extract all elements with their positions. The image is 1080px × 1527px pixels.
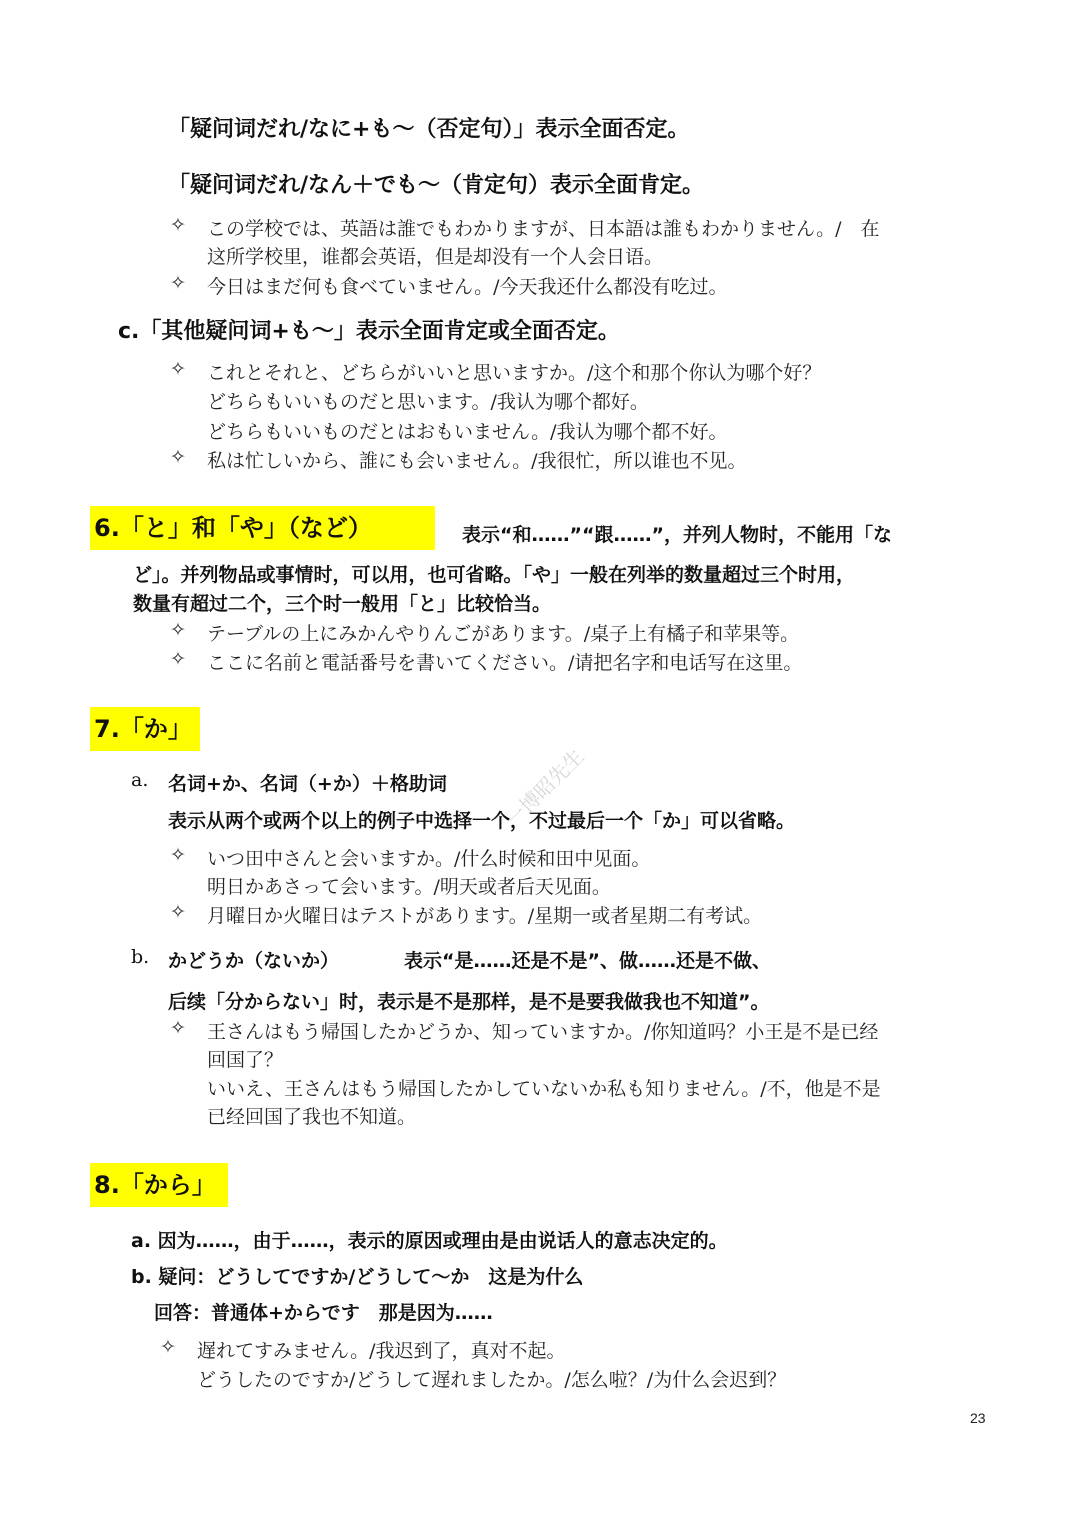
page-number: 23 [970,1410,986,1426]
bullet-icon: ✧ [170,1017,186,1039]
example-line: 明日かあさって会います。/明天或者后天见面。 [207,876,611,898]
example-line: いいえ、王さんはもう帰国したかしていないか私も知りません。/不，他是不是 [207,1078,881,1100]
rule-negation: 「疑问词だれ/なに+も～（否定句）」表示全面否定。 [168,117,690,142]
example-line: どちらもいいものだと思います。/我认为哪个都好。 [207,391,649,413]
rule-affirmation: 「疑问词だれ/なん＋でも～（肯定句）表示全面肯定。 [168,173,705,198]
example-line: 已经回国了我也不知道。 [207,1106,417,1128]
section-heading-8: 8.「から」 [90,1163,228,1207]
section-heading-7: 7.「か」 [90,707,200,751]
sub-title: かどうか（ないか） [168,950,340,972]
section-description: 数量有超过二个，三个时一般用「と」比较恰当。 [133,593,552,615]
sub-description: 表示“是……还是不是”、做……还是不做、 [404,950,771,972]
watermark-text: 一博昭先生 [500,744,589,832]
bullet-icon: ✧ [170,619,186,641]
bullet-icon: ✧ [170,446,186,468]
bullet-icon: ✧ [170,272,186,294]
bullet-icon: ✧ [170,648,186,670]
section-heading-6: 6.「と」和「や」（など） [90,506,435,550]
bullet-icon: ✧ [170,901,186,923]
example-line: どうしたのですか/どうして遅れましたか。/怎么啦？/为什么会迟到？ [197,1369,787,1391]
section-description: 表示“和……”“跟……”，并列人物时，不能用「な [462,524,892,546]
example-line: この学校では、英語は誰でもわかりますが、日本語は誰もわかりません。/ 在 [207,218,880,240]
sub-description: 后续「分からない」时，表示是不是那样，是不是要我做我也不知道”。 [168,991,770,1013]
example-line: どちらもいいものだとはおもいません。/我认为哪个都不好。 [207,421,728,443]
bullet-icon: ✧ [170,844,186,866]
example-line: 私は忙しいから、誰にも会いません。/我很忙，所以谁也不见。 [207,450,747,472]
example-line: テーブルの上にみかんやりんごがあります。/桌子上有橘子和苹果等。 [207,623,800,645]
sub-description: a. 因为……，由于……，表示的原因或理由是由说话人的意志决定的。 [131,1230,728,1252]
example-line: 今日はまだ何も食べていません。/今天我还什么都没有吃过。 [207,276,728,298]
section-description: ど」。并列物品或事情时，可以用，也可省略。「や」一般在列举的数量超过三个时用， [133,564,856,586]
example-line: 月曜日か火曜日はテストがあります。/星期一或者星期二有考试。 [207,905,763,927]
sub-title: 名词+か、名词（+か）＋格助词 [168,773,447,795]
rule-other-interrogatives: c.「其他疑问词+も～」表示全面肯定或全面否定。 [118,319,620,344]
sub-description: 表示从两个或两个以上的例子中选择一个，不过最后一个「か」可以省略。 [168,810,796,832]
sub-label: a. [131,769,149,791]
sub-description: 回答：普通体+からです 那是因为…… [154,1302,493,1324]
bullet-icon: ✧ [160,1336,176,1358]
example-line: 王さんはもう帰国したかどうか、知っていますか。/你知道吗？小王是不是已经 [207,1021,879,1043]
example-line: いつ田中さんと会いますか。/什么时候和田中见面。 [207,848,651,870]
sub-description: b. 疑问：どうしてですか/どうして～か 这是为什么 [131,1266,584,1288]
bullet-icon: ✧ [170,358,186,380]
example-line: これとそれと、どちらがいいと思いますか。/这个和那个你认为哪个好？ [207,362,822,384]
sub-label: b. [131,946,150,968]
example-line: 这所学校里，谁都会英语，但是却没有一个人会日语。 [207,246,664,268]
example-line: 回国了？ [207,1049,284,1071]
example-line: ここに名前と電話番号を書いてください。/请把名字和电话写在这里。 [207,652,803,674]
example-line: 遅れてすみません。/我迟到了，真对不起。 [197,1340,566,1362]
bullet-icon: ✧ [170,214,186,236]
